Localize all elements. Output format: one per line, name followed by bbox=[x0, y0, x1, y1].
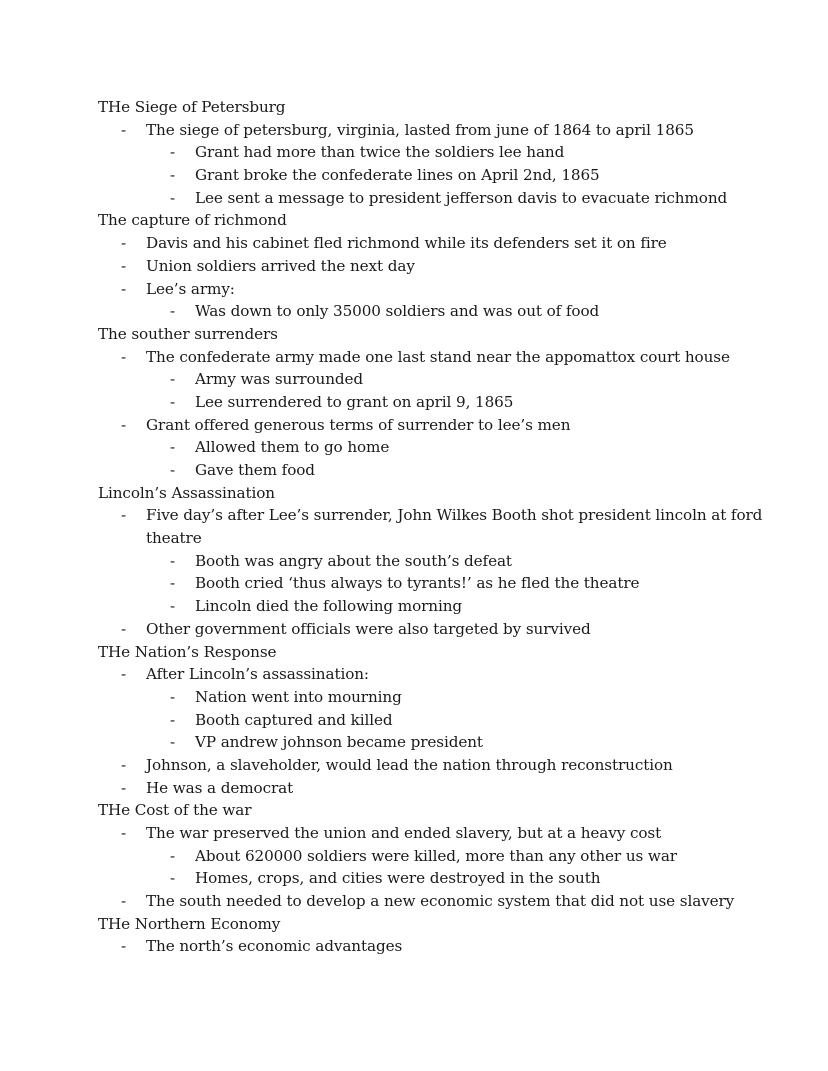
line-text: Grant had more than twice the soldiers lee hand bbox=[195, 143, 565, 162]
line-text: He was a democrat bbox=[146, 778, 294, 797]
bullet-dash-icon: - bbox=[170, 370, 176, 389]
line-text: THe Nation’s Response bbox=[98, 642, 277, 661]
bullet-dash-icon: - bbox=[121, 619, 127, 638]
bullet-dash-icon: - bbox=[121, 256, 127, 275]
section-heading bbox=[0, 482, 828, 505]
line-text: The confederate army made one last stand near the appomattox court house bbox=[146, 347, 730, 366]
line-text: Lee surrendered to grant on april 9, 1865 bbox=[195, 392, 514, 411]
line-text: Union soldiers arrived the next day bbox=[146, 256, 415, 275]
bullet-item bbox=[0, 754, 828, 777]
bullet-dash-icon: - bbox=[170, 710, 176, 729]
bullet-dash-icon: - bbox=[121, 892, 127, 911]
bullet-dash-icon: - bbox=[170, 869, 176, 888]
line-text: VP andrew johnson became president bbox=[195, 733, 483, 752]
line-text: Grant broke the confederate lines on April 2nd, 1865 bbox=[195, 166, 600, 185]
line-text: After Lincoln’s assassination: bbox=[146, 665, 369, 684]
sub-bullet-item bbox=[0, 141, 828, 164]
sub-bullet-item bbox=[0, 368, 828, 391]
bullet-item bbox=[0, 822, 828, 845]
line-text: THe Cost of the war bbox=[98, 801, 252, 820]
line-text: THe Northern Economy bbox=[98, 914, 281, 933]
line-text: Lee’s army: bbox=[146, 279, 235, 298]
sub-bullet-item bbox=[0, 436, 828, 459]
line-text: The souther surrenders bbox=[98, 324, 278, 343]
line-text: Nation went into mourning bbox=[195, 687, 402, 706]
line-text: Five day’s after Lee’s surrender, John Wilkes Booth shot president lincoln at ford bbox=[146, 506, 763, 525]
bullet-dash-icon: - bbox=[121, 415, 127, 434]
section-heading bbox=[0, 323, 828, 346]
bullet-dash-icon: - bbox=[121, 778, 127, 797]
line-text: Lee sent a message to president jefferson davis to evacuate richmond bbox=[195, 188, 728, 207]
bullet-dash-icon: - bbox=[121, 279, 127, 298]
sub-bullet-item bbox=[0, 164, 828, 187]
sub-bullet-item bbox=[0, 300, 828, 323]
line-text: theatre bbox=[146, 529, 202, 548]
bullet-dash-icon: - bbox=[170, 166, 176, 185]
bullet-item bbox=[0, 777, 828, 800]
line-text: Davis and his cabinet fled richmond while its defenders set it on fire bbox=[146, 234, 667, 253]
bullet-item bbox=[0, 890, 828, 913]
bullet-item bbox=[0, 663, 828, 686]
line-text: Allowed them to go home bbox=[195, 438, 390, 457]
line-text: Booth cried ‘thus always to tyrants!’ as he fled the theatre bbox=[195, 574, 640, 593]
sub-bullet-item bbox=[0, 731, 828, 754]
section-heading bbox=[0, 641, 828, 664]
line-text: Grant offered generous terms of surrender to lee’s men bbox=[146, 415, 571, 434]
section-heading bbox=[0, 799, 828, 822]
bullet-item bbox=[0, 935, 828, 958]
bullet-dash-icon: - bbox=[121, 755, 127, 774]
bullet-dash-icon: - bbox=[170, 733, 176, 752]
bullet-dash-icon: - bbox=[121, 234, 127, 253]
line-text: Booth captured and killed bbox=[195, 710, 393, 729]
bullet-dash-icon: - bbox=[170, 392, 176, 411]
bullet-dash-icon: - bbox=[170, 461, 176, 479]
bullet-item bbox=[0, 414, 828, 437]
line-text: Other government officials were also targeted by survived bbox=[146, 619, 591, 638]
bullet-item bbox=[0, 255, 828, 278]
line-text: Homes, crops, and cities were destroyed in the south bbox=[195, 869, 601, 888]
bullet-dash-icon: - bbox=[170, 551, 176, 570]
line-text: Johnson, a slaveholder, would lead the nation through reconstruction bbox=[146, 755, 673, 774]
sub-bullet-item bbox=[0, 686, 828, 709]
bullet-dash-icon: - bbox=[121, 506, 127, 525]
line-text: About 620000 soldiers were killed, more than any other us war bbox=[195, 846, 677, 865]
bullet-dash-icon: - bbox=[121, 665, 127, 684]
bullet-item bbox=[0, 504, 828, 527]
line-text: Booth was angry about the south’s defeat bbox=[195, 551, 512, 570]
line-text: Lincoln’s Assassination bbox=[98, 483, 275, 502]
sub-bullet-item bbox=[0, 391, 828, 414]
line-text: The south needed to develop a new economic system that did not use slavery bbox=[146, 892, 735, 911]
bullet-continuation bbox=[0, 527, 828, 550]
sub-bullet-item bbox=[0, 459, 828, 482]
bullet-dash-icon: - bbox=[121, 937, 127, 956]
bullet-dash-icon: - bbox=[121, 120, 127, 139]
line-text: Lincoln died the following morning bbox=[195, 597, 463, 616]
bullet-dash-icon: - bbox=[170, 302, 176, 321]
bullet-dash-icon: - bbox=[170, 597, 176, 616]
sub-bullet-item bbox=[0, 550, 828, 573]
line-text: The capture of richmond bbox=[98, 211, 287, 230]
section-heading bbox=[0, 913, 828, 936]
notes-document bbox=[0, 96, 828, 958]
bullet-item bbox=[0, 618, 828, 641]
bullet-item bbox=[0, 346, 828, 369]
line-text: Army was surrounded bbox=[195, 370, 364, 389]
sub-bullet-item bbox=[0, 187, 828, 210]
section-heading bbox=[0, 209, 828, 232]
line-text: THe Siege of Petersburg bbox=[98, 98, 286, 116]
bullet-dash-icon: - bbox=[170, 438, 176, 457]
line-text: The siege of petersburg, virginia, lasted from june of 1864 to april 1865 bbox=[146, 120, 694, 139]
section-heading bbox=[0, 96, 828, 119]
bullet-dash-icon: - bbox=[170, 846, 176, 865]
bullet-dash-icon: - bbox=[170, 143, 176, 162]
sub-bullet-item bbox=[0, 867, 828, 890]
sub-bullet-item bbox=[0, 845, 828, 868]
bullet-dash-icon: - bbox=[170, 687, 176, 706]
sub-bullet-item bbox=[0, 572, 828, 595]
line-text: The north’s economic advantages bbox=[146, 937, 403, 956]
bullet-item bbox=[0, 278, 828, 301]
bullet-dash-icon: - bbox=[170, 574, 176, 593]
bullet-item bbox=[0, 232, 828, 255]
line-text: Was down to only 35000 soldiers and was out of food bbox=[195, 302, 600, 321]
bullet-item bbox=[0, 119, 828, 142]
bullet-dash-icon: - bbox=[121, 347, 127, 366]
sub-bullet-item bbox=[0, 709, 828, 732]
sub-bullet-item bbox=[0, 595, 828, 618]
bullet-dash-icon: - bbox=[170, 188, 176, 207]
line-text: The war preserved the union and ended slavery, but at a heavy cost bbox=[146, 824, 662, 842]
line-text: Gave them food bbox=[195, 461, 315, 479]
bullet-dash-icon: - bbox=[121, 824, 127, 842]
